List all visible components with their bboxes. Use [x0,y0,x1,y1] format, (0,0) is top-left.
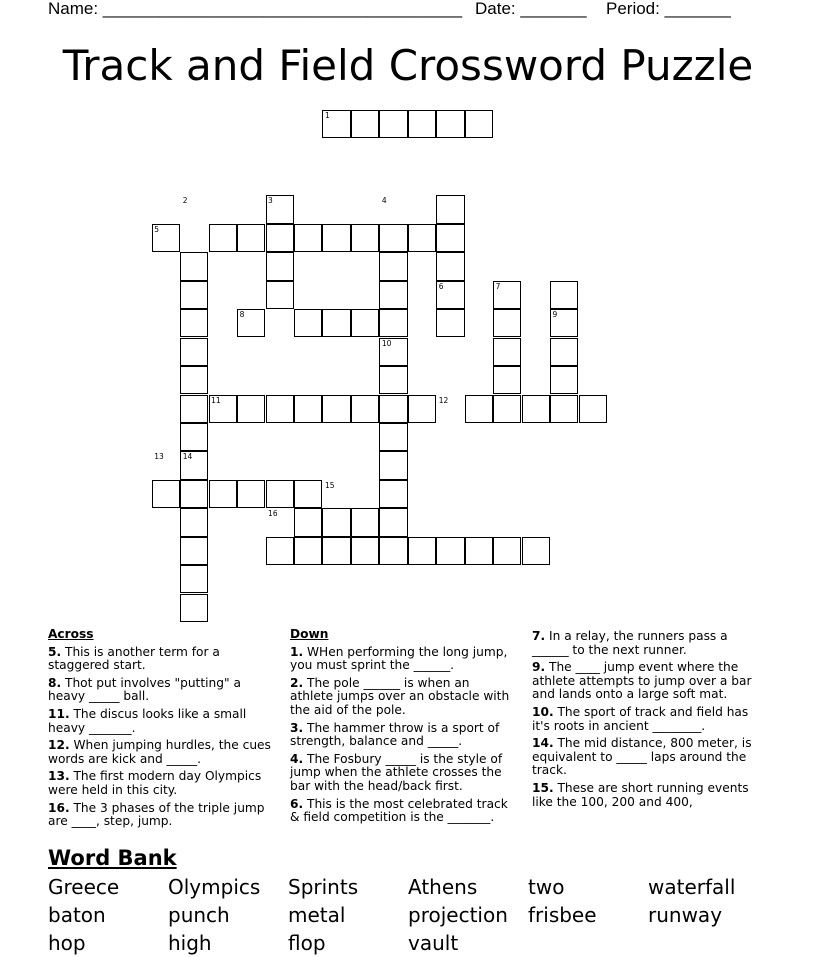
clue-number-label: 14. [532,736,554,751]
word-bank-word: Olympics [168,875,261,899]
clue-number-label: 2. [290,675,304,690]
clue-number: 5 [154,224,160,234]
clue-item [532,706,760,733]
grid-cell[interactable] [237,480,265,508]
grid-cell[interactable] [379,508,407,536]
grid-cell[interactable] [522,395,550,423]
clue-item [48,739,273,766]
grid-cell[interactable] [351,395,379,423]
word-bank-word: Sprints [288,875,359,899]
down-heading: Down [290,627,329,641]
clue-text: The pole ______ is when an athlete jumps over an obstacle with the aid of the pole. [290,675,510,717]
clue-text: The sport of track and field has it's roots in ancient ________. [532,704,749,733]
word-bank-word: Athens [408,875,478,899]
grid-cell[interactable] [379,309,407,337]
grid-cell[interactable] [579,395,607,423]
clue-item [532,661,760,702]
clue-text: The first modern day Olympics were held in this city. [48,769,262,797]
grid-cell[interactable] [408,224,436,252]
across-heading: Across [48,627,94,641]
clue-number: 11 [211,395,221,405]
grid-cell[interactable] [436,195,464,223]
puzzle-title: Track and Field Crossword Puzzle [62,41,754,90]
clue-item [290,677,515,718]
word-bank-word: waterfall [648,875,736,899]
word-bank-word: baton [48,903,106,927]
grid-cell[interactable] [522,537,550,565]
clue-number: 9 [552,310,558,320]
grid-cell[interactable] [351,309,379,337]
clue-number-label: 1. [290,644,304,659]
clue-text: Thot put involves "putting" a heavy _____ ball. [48,675,241,704]
grid-cell[interactable] [266,395,294,423]
clue-number-label: 15. [532,780,554,795]
grid-cell[interactable] [351,224,379,252]
grid-cell[interactable] [180,338,208,366]
clue-number-label: 7. [532,629,546,643]
grid-cell[interactable] [379,480,407,508]
clue-number-label: 8. [48,675,62,690]
grid-cell[interactable] [351,508,379,536]
word-bank-word: flop [288,931,326,955]
word-bank-word: Greece [48,875,120,899]
grid-cell[interactable] [266,281,294,309]
word-bank-word: two [528,875,565,899]
grid-cell[interactable] [180,423,208,451]
grid-cell[interactable] [550,366,578,394]
clue-number: 8 [239,310,245,320]
period-field[interactable]: Period: _______ [606,0,731,18]
clue-number: 7 [495,281,501,291]
clue-number-label: 4. [290,751,304,766]
clue-item [48,677,273,704]
name-field[interactable]: Name: ______________________________________ [48,0,463,18]
word-bank-word: projection [408,903,508,927]
clue-number-label: 5. [48,644,62,659]
grid-cell[interactable] [379,281,407,309]
grid-cell[interactable] [294,309,322,337]
grid-cell[interactable] [379,395,407,423]
grid-cell[interactable] [493,537,521,565]
grid-cell[interactable] [294,480,322,508]
grid-cell[interactable] [379,366,407,394]
word-bank-word: metal [288,903,346,927]
clue-item [48,708,273,735]
grid-cell[interactable] [209,224,237,252]
grid-cell[interactable] [351,110,379,138]
grid-cell[interactable] [266,480,294,508]
grid-cell[interactable] [180,281,208,309]
date-field[interactable]: Date: _______ [475,0,587,18]
grid-cell[interactable] [294,395,322,423]
grid-cell[interactable] [436,309,464,337]
grid-cell[interactable] [436,224,464,252]
word-bank-word: vault [408,931,459,955]
grid-cell[interactable] [180,508,208,536]
grid-cell[interactable] [550,395,578,423]
clue-number-label: 11. [48,706,70,721]
clue-number-label: 3. [290,720,304,735]
grid-cell[interactable] [266,537,294,565]
clue-text: The Fosbury _____ is the style of jump when the athlete crosses the bar with the head/back first. [290,751,503,793]
grid-cell[interactable] [351,537,379,565]
grid-cell[interactable] [180,480,208,508]
clue-text: This is another term for a staggered start. [48,644,220,673]
grid-cell[interactable] [152,480,180,508]
clue-text: The discus looks like a small heavy _______. [48,706,247,735]
clue-text: This is the most celebrated track & field competition is the _______. [290,796,508,825]
clue-item [290,798,515,825]
grid-cell[interactable] [379,224,407,252]
clue-item [48,802,273,829]
clue-number-label: 13. [48,769,70,784]
grid-cell[interactable] [180,565,208,593]
clue-number: 4 [381,196,387,206]
grid-cell[interactable] [379,537,407,565]
grid-cell[interactable] [465,110,493,138]
grid-cell[interactable] [209,480,237,508]
clue-item [532,737,760,778]
clue-item [48,770,273,797]
clue-number: 13 [154,452,164,462]
clue-number: 10 [381,338,392,348]
grid-cell[interactable] [436,252,464,280]
grid-cell[interactable] [322,537,350,565]
clue-number: 3 [268,196,273,206]
clue-item [48,646,273,673]
grid-cell[interactable] [266,252,294,280]
grid-cell[interactable] [294,508,322,536]
clue-item [532,630,760,657]
grid-cell[interactable] [322,224,350,252]
grid-cell[interactable] [465,537,493,565]
grid-cell[interactable] [408,537,436,565]
grid-cell[interactable] [465,395,493,423]
word-bank-word: frisbee [528,903,597,927]
word-bank-word: runway [648,903,723,927]
grid-cell[interactable] [180,252,208,280]
grid-cell[interactable] [180,366,208,394]
clue-number: 15 [324,480,335,490]
grid-cell[interactable] [379,110,407,138]
clue-number: 1 [324,111,330,120]
grid-cell[interactable] [294,537,322,565]
word-bank-word: punch [168,903,230,927]
clue-text: These are short running events like the 100, 200 and 400, [532,780,749,809]
clue-number: 6 [438,281,444,291]
grid-cell[interactable] [237,395,265,423]
clue-number-label: 10. [532,704,554,719]
grid-cell[interactable] [180,537,208,565]
grid-cell[interactable] [493,338,521,366]
clue-text: The 3 phases of the triple jump are ____, step, jump. [48,800,265,829]
clue-number: 14 [182,452,193,462]
clue-item [290,722,515,749]
clue-number-label: 16. [48,800,70,815]
grid-cell[interactable] [408,395,436,423]
clue-text: When jumping hurdles, the cues words are kick and _____. [48,738,271,766]
grid-cell[interactable] [379,451,407,479]
clue-number: 2 [182,196,188,206]
clue-item [290,753,515,794]
grid-cell[interactable] [266,224,294,252]
grid-cell[interactable] [493,309,521,337]
grid-cell[interactable] [322,395,350,423]
grid-cell[interactable] [408,110,436,138]
grid-cell[interactable] [550,281,578,309]
grid-cell[interactable] [294,224,322,252]
clue-text: The mid distance, 800 meter, is equivalent to _____ laps around the track. [532,736,752,778]
grid-cell[interactable] [322,309,350,337]
grid-cell[interactable] [379,423,407,451]
clue-text: The ____ jump event where the athlete attempts to jump over a bar and lands onto a large soft mat. [532,660,752,702]
clue-text: In a relay, the runners pass a ______ to the next runner. [532,629,728,657]
word-bank-title: Word Bank [48,846,177,870]
grid-cell[interactable] [436,110,464,138]
clue-item [290,646,515,673]
grid-cell[interactable] [379,252,407,280]
grid-cell[interactable] [180,594,208,622]
grid-cell[interactable] [493,366,521,394]
grid-cell[interactable] [550,338,578,366]
clue-number: 12 [438,395,449,405]
grid-cell[interactable] [237,224,265,252]
clue-text: The hammer throw is a sport of strength, balance and _____. [290,720,500,749]
grid-cell[interactable] [436,537,464,565]
grid-cell[interactable] [180,395,208,423]
grid-cell[interactable] [180,309,208,337]
grid-cell[interactable] [493,395,521,423]
down-clues-continued [532,630,760,813]
clue-text: WHen performing the long jump, you must sprint the ______. [290,644,508,673]
word-bank-word: hop [48,931,86,955]
clue-item [532,782,760,809]
across-clues [48,628,273,833]
clue-number: 16 [268,509,278,519]
clue-number-label: 9. [532,660,546,675]
clue-number-label: 6. [290,796,304,811]
down-clues [290,628,515,829]
clue-number-label: 12. [48,738,70,753]
grid-cell[interactable] [322,508,350,536]
word-bank-word: high [168,931,212,955]
